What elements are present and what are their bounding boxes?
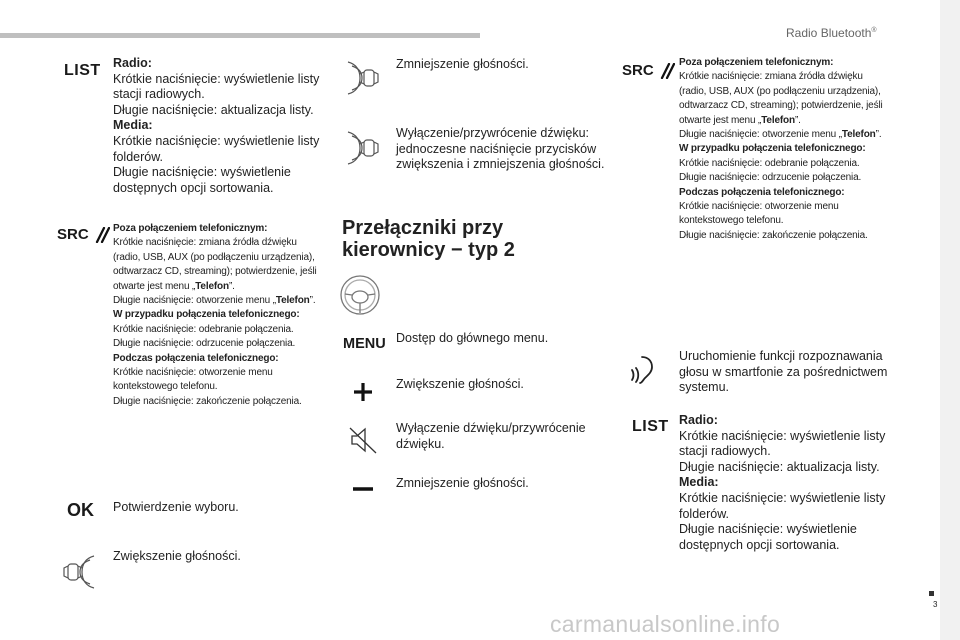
minus-description: Zmniejszenie głośności. [396,476,529,490]
vol-up-description: Zwiększenie głośności. [113,549,241,563]
ok-description: Potwierdzenie wyboru. [113,500,239,514]
section-title: Przełączniki przy kierownicy − typ 2 [342,217,515,261]
footer-watermark: carmanualsonline.info [550,611,781,637]
steering-wheel-left-control-icon [342,128,382,168]
ok-button-label: OK [67,500,94,520]
steering-wheel-left-control-icon [342,58,382,98]
src-label: SRC [57,226,89,243]
plus-icon [353,382,373,402]
voice-description: Uruchomienie funkcji rozpoznawania głosu w smartfonie za pośrednictwem systemu. [679,349,888,395]
plus-description: Zwiększenie głośności. [396,377,524,391]
src-label: SRC [622,62,654,79]
src-description: Poza połączeniem telefonicznym: Krótkie naciśnięcie: zmiana źródła dźwięku (radio, USB, AUX (po podłączeniu urządzenia), odtwarzacz CD, streaming); potwierdzenie, jeśli otwarte jest menu „Telefon”. Długie naciśnięcie: otworzenie menu „Telefon”. W przypadku połączenia telefonicznego: Krótkie naciśnięcie: odebranie połączenia. Długie naciśnięcie: odrzucenie połączenia. Podczas połączenia telefonicznego: Krótkie naciśnięcie: otworzenie menu kontekstowego telefonu. Długie naciśnięcie: zakończenie połączenia. [679,57,883,241]
list-description: Radio: Krótkie naciśnięcie: wyświetlenie listy stacji radiowych. Długie naciśnięcie: aktualizacja listy. Media: Krótkie naciśnięcie: wyświetlenie listy folderów. Długie naciśnięcie: wyświetlenie dostępnych opcji sortowania. [679,413,886,552]
list-description: Radio: Krótkie naciśnięcie: wyświetlenie listy stacji radiowych. Długie naciśnięcie: aktualizacja listy. Media: Krótkie naciśnięcie: wyświetlenie listy folderów. Długie naciśnięcie: wyświetlenie dostępnych opcji sortowania. [113,56,320,195]
list-button-label: LIST [632,418,669,435]
minus-icon [353,486,373,492]
src-description: Poza połączeniem telefonicznym: Krótkie naciśnięcie: zmiana źródła dźwięku (radio, USB, AUX (po podłączeniu urządzenia), odtwarzacz CD, streaming); potwierdzenie, jeśli otwarte jest menu „Telefon”. Długie naciśnięcie: otworzenie menu „Telefon”. W przypadku połączenia telefonicznego: Krótkie naciśnięcie: odebranie połączenia. Długie naciśnięcie: odrzucenie połączenia. Podczas połączenia telefonicznego: Krótkie naciśnięcie: otworzenie menu kontekstowego telefonu. Długie naciśnięcie: zakończenie połączenia. [113,223,317,407]
steering-wheel-icon [338,273,382,317]
voice-recognition-icon [630,353,664,387]
mute2-description: Wyłączenie dźwięku/przywrócenie dźwięku. [396,421,586,451]
src-phone-icon [657,63,675,79]
menu-button-label: MENU [343,336,386,352]
src-phone-button [57,226,110,243]
vol-down-description: Zmniejszenie głośności. [396,57,529,71]
steering-wheel-right-control-icon [60,552,100,592]
menu-description: Dostęp do głównego menu. [396,331,549,345]
mute-description: Wyłączenie/przywrócenie dźwięku: jednoczesne naciśnięcie przycisków zwiększenia i zmniejszenia głośności. [396,126,605,172]
list-button-label: LIST [64,62,101,79]
page-marker [929,591,934,596]
src-phone-button [622,62,675,79]
header-title: Radio Bluetooth® [786,26,877,40]
mute-icon [348,425,378,455]
side-tab [940,0,960,640]
header-rule [0,33,480,38]
page-number: 3 [933,600,938,609]
src-phone-icon [92,227,110,243]
